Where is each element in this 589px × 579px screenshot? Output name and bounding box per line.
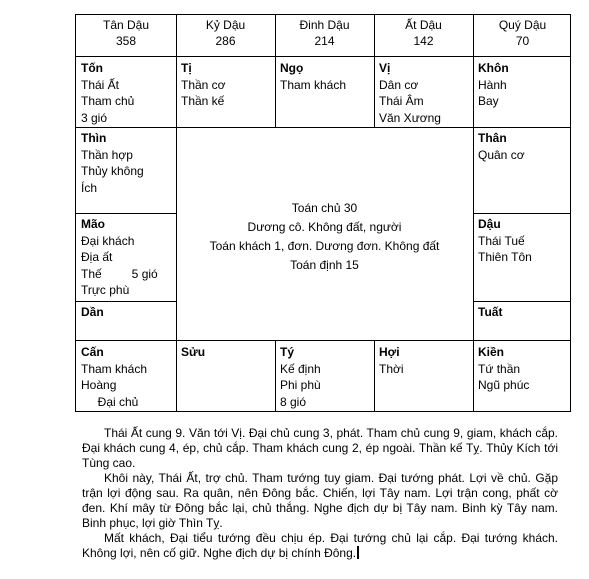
palace-line: Quân cơ [478, 147, 525, 162]
body-text [82, 426, 558, 561]
palace-ngo [275, 58, 374, 128]
grid-line [473, 213, 570, 214]
grid-line [176, 15, 177, 411]
header-number: 286 [215, 34, 236, 48]
header-cell-ky-dau [176, 15, 275, 55]
palace-hoi [374, 342, 473, 412]
palace-title: Khôn [478, 61, 509, 75]
palace-dan [76, 302, 176, 340]
palace-line: Văn Xương [379, 110, 441, 125]
palace-ton [76, 58, 176, 128]
palace-title: Cấn [81, 345, 104, 359]
palace-title: Dần [81, 305, 104, 319]
palace-line: Thái Tuế [478, 233, 525, 248]
palace-mao [76, 214, 176, 302]
header-name: Đinh Dậu [299, 18, 350, 32]
palace-title: Mão [81, 217, 105, 231]
palace-than [473, 128, 572, 214]
palace-title: Vị [379, 61, 391, 75]
grid-line [76, 213, 176, 214]
palace-line: Trực phù [81, 283, 130, 297]
palace-line: Phi phù [280, 378, 321, 392]
palace-line: Đại chủ [81, 394, 139, 409]
palace-suu [176, 342, 275, 412]
header-cell-quy-dau [473, 15, 572, 55]
header-name: Ất Dậu [405, 18, 442, 32]
palace-kien [473, 342, 572, 412]
grid-line [275, 340, 276, 411]
header-name: Tân Dậu [102, 18, 150, 32]
palace-line: Thời [379, 361, 404, 376]
palace-khon [473, 58, 572, 128]
palace-line: Thủy không [81, 164, 144, 178]
divination-grid [75, 14, 571, 412]
grid-line [275, 15, 276, 127]
palace-title: Hợi [379, 345, 400, 359]
palace-line: Hoàng [81, 378, 117, 392]
palace-line: Kế định [280, 361, 321, 376]
palace-line: Thần kế [181, 94, 225, 108]
palace-line: Thái Âm [379, 94, 424, 108]
palace-line: Đại khách [81, 233, 135, 248]
palace-line: Tham chủ [81, 94, 135, 108]
palace-line: Tứ thần [478, 361, 521, 376]
header-number: 358 [115, 34, 137, 48]
paragraph-text: Mất khách, Đại tiểu tướng đều chịu ép. Đại tướng chủ lại cắp. Đại tướng khách. Không lợi, nên cố giữ. Nghe địch dự bị chính Đông. [82, 531, 558, 560]
grid-line [374, 340, 375, 411]
center-line: Toán định 15 [290, 258, 359, 272]
paragraph: Khôi này, Thái Ất, trợ chủ. Tham tướng tuy giam. Đại tướng phát. Lợi về chủ. Gặp trận lợi động sau. Ra quân, nên Đông bắc. Chiến, lợi Tây nam. Lợi trận cong, phất cờ đen. Khí mây từ Đông bắc lại, chủ thắng. Nghe địch dự bị Tây nam. Binh kỳ Tây nam. Binh phục, lợi giờ Thìn Tỵ. [82, 471, 558, 530]
palace-line: Ích [81, 180, 98, 195]
palace-line: Thiên Tôn [478, 250, 532, 264]
palace-tuat [473, 302, 572, 340]
grid-line [76, 56, 570, 57]
palace-line: Thần hợp [81, 147, 133, 162]
header-number: 70 [515, 34, 530, 48]
palace-thin [76, 128, 176, 214]
palace-line: 3 gió [81, 110, 108, 125]
center-summary [176, 199, 473, 279]
center-line: Toán khách 1, đơn. Dương đơn. Không đất [209, 239, 440, 253]
palace-line: Ngũ phúc [478, 378, 530, 392]
grid-line [76, 127, 570, 128]
paragraph: Thái Ất cung 9. Văn tới Vị. Đại chủ cung 3, phát. Tham chủ cung 9, giam, khách cắp. Đại khách cung 4, ép, chủ cắp. Tham khách cung 2, ép ngoài. Thần kế Tỵ. Thủy Kích tới Tùng cao. [82, 426, 558, 470]
center-line: Dương cô. Không đất, người [247, 220, 402, 234]
grid-line [76, 301, 176, 302]
palace-line: Tham khách [280, 77, 347, 92]
text-cursor [357, 546, 359, 559]
palace-title: Dậu [478, 217, 501, 231]
palace-line: Địa ất [81, 250, 113, 264]
palace-title: Sửu [181, 345, 206, 359]
palace-ty [275, 342, 374, 412]
palace-line: Thần cơ [181, 77, 226, 92]
header-name: Kỷ Dậu [205, 18, 246, 32]
palace-vi [374, 58, 473, 128]
header-cell-dinh-dau [275, 15, 374, 55]
palace-line: 8 gió [280, 394, 307, 409]
palace-line: Dân cơ [379, 77, 419, 92]
palace-title: Ngọ [280, 61, 304, 75]
palace-line: Thế 5 gió [81, 266, 158, 281]
palace-title: Kiền [478, 345, 505, 359]
palace-title: Thìn [81, 131, 107, 145]
palace-line: Bay [478, 94, 499, 108]
grid-line [473, 15, 474, 411]
grid-line [76, 340, 570, 341]
grid-line [374, 15, 375, 127]
palace-ti [176, 58, 275, 128]
header-cell-tan-dau [76, 15, 176, 55]
header-cell-at-dau [374, 15, 473, 55]
palace-line: Hành [478, 77, 507, 92]
palace-line: Thái Ất [81, 77, 120, 92]
palace-title: Tý [280, 345, 295, 359]
grid-line [473, 301, 570, 302]
center-line: Toán chủ 30 [291, 201, 358, 215]
header-name: Quý Dậu [498, 18, 547, 32]
palace-title: Thân [478, 131, 507, 145]
palace-title: Tốn [81, 61, 103, 75]
header-number: 214 [314, 34, 335, 48]
palace-title: Tị [181, 61, 192, 75]
palace-line: Tham khách [81, 361, 148, 376]
palace-dau [473, 214, 572, 302]
palace-title: Tuất [478, 305, 503, 319]
palace-can [76, 342, 176, 412]
paragraph [82, 531, 558, 561]
header-number: 142 [413, 34, 434, 48]
